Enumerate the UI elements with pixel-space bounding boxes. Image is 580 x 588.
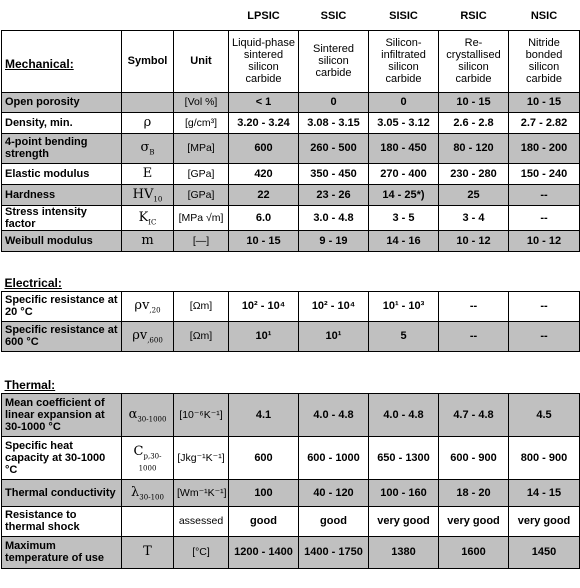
unit-cell: [°C]	[174, 536, 229, 568]
value-cell: 25	[439, 184, 509, 205]
description-line: silicon	[318, 55, 349, 67]
value-cell: 600	[229, 436, 299, 479]
unit-cell: [Jkg⁻¹K⁻¹]	[174, 436, 229, 479]
value-cell: 180 - 200	[509, 133, 580, 163]
value-cell: 6.0	[229, 205, 299, 230]
value-cell: 18 - 20	[439, 479, 509, 506]
description-line: silicon	[388, 61, 419, 73]
value-cell: good	[229, 506, 299, 536]
property-label: Weibull modulus	[2, 230, 122, 251]
symbol-cell: $\lambda_{30-100}$	[122, 479, 174, 506]
symbol-cell: ρ	[122, 112, 174, 133]
value-cell: 10¹ - 10³	[369, 291, 439, 321]
value-cell: 23 - 26	[299, 184, 369, 205]
value-cell: 80 - 120	[439, 133, 509, 163]
property-label: Hardness	[2, 184, 122, 205]
value-cell: 4.7 - 4.8	[439, 393, 509, 436]
symbol-cell: T	[122, 536, 174, 568]
value-cell: 600 - 900	[439, 436, 509, 479]
value-cell: very good	[439, 506, 509, 536]
unit-cell: [Ωm]	[174, 321, 229, 351]
symbol-cell: $\rho v_{,20}$	[122, 291, 174, 321]
value-cell: 9 - 19	[299, 230, 369, 251]
description-line: silicon	[248, 61, 279, 73]
column-description	[439, 30, 509, 92]
value-cell: 260 - 500	[299, 133, 369, 163]
symbol-cell: $C_{p,30-}$ $_{1000}$	[122, 436, 174, 479]
value-cell: 10 - 15	[229, 230, 299, 251]
description-line: silicon	[528, 61, 560, 73]
value-cell: 1380	[369, 536, 439, 568]
column-abbr: LPSIC	[247, 10, 280, 22]
value-cell: 10 - 12	[439, 230, 509, 251]
value-cell: 1600	[439, 536, 509, 568]
value-cell: --	[509, 184, 580, 205]
property-label: Specific heat capacity at 30-1000 °C	[2, 436, 122, 479]
value-cell: 14 - 16	[369, 230, 439, 251]
value-cell: 3 - 4	[439, 205, 509, 230]
description-line: carbide	[525, 73, 563, 85]
symbol-cell: $HV_{10}$	[122, 184, 174, 205]
value-cell: 14 - 25*)	[369, 184, 439, 205]
symbol-cell: $K_{IC}$	[122, 205, 174, 230]
description-line: carbide	[455, 73, 492, 85]
value-cell: 10 - 15	[439, 92, 509, 112]
description-line: crystallised	[446, 49, 501, 61]
value-cell: 5	[369, 321, 439, 351]
property-label: Thermal conductivity	[2, 479, 122, 506]
value-cell: 1450	[509, 536, 580, 568]
unit-cell: [Wm⁻¹K⁻¹]	[174, 479, 229, 506]
symbol-cell: $\sigma_B$	[122, 133, 174, 163]
description-line: Silicon-	[385, 37, 422, 49]
value-cell: 14 - 15	[509, 479, 580, 506]
value-cell: 40 - 120	[299, 479, 369, 506]
header-blank	[2, 0, 229, 30]
value-cell: 10 - 12	[509, 230, 580, 251]
value-cell: 1400 - 1750	[299, 536, 369, 568]
property-label: Specific resistance at 600 °C	[2, 321, 122, 351]
unit-cell: [GPa]	[174, 163, 229, 184]
value-cell: --	[509, 291, 580, 321]
value-cell: 100 - 160	[369, 479, 439, 506]
column-abbr: SISIC	[389, 10, 418, 22]
value-cell: 3.0 - 4.8	[299, 205, 369, 230]
description-line: sintered	[243, 49, 284, 61]
value-cell: 230 - 280	[439, 163, 509, 184]
value-cell: 600	[229, 133, 299, 163]
unit-cell: [10⁻⁶K⁻¹]	[174, 393, 229, 436]
value-cell: 10¹	[299, 321, 369, 351]
description-line: carbide	[245, 73, 282, 85]
value-cell: 180 - 450	[369, 133, 439, 163]
description-line: silicon	[458, 61, 489, 73]
symbol-cell: $\rho v_{,600}$	[122, 321, 174, 351]
value-cell: 4.1	[229, 393, 299, 436]
value-cell: very good	[369, 506, 439, 536]
description-line: Re-	[464, 37, 483, 49]
property-label: Open porosity	[2, 92, 122, 112]
value-cell: 420	[229, 163, 299, 184]
description-line: carbide	[385, 73, 422, 85]
property-label: Resistance to thermal shock	[2, 506, 122, 536]
value-cell: 2.7 - 2.82	[509, 112, 580, 133]
value-cell: 800 - 900	[509, 436, 580, 479]
value-cell: --	[509, 205, 580, 230]
value-cell: 4.5	[509, 393, 580, 436]
value-cell: 10² - 10⁴	[299, 291, 369, 321]
value-cell: 3.20 - 3.24	[229, 112, 299, 133]
unit-cell: [Ωm]	[174, 291, 229, 321]
value-cell: 10¹	[229, 321, 299, 351]
value-cell: --	[509, 321, 580, 351]
column-description	[229, 30, 299, 92]
description-line: bonded	[525, 49, 563, 61]
unit-cell: [GPa]	[174, 184, 229, 205]
property-label: Specific resistance at 20 °C	[2, 291, 122, 321]
description-line: infiltrated	[381, 49, 426, 61]
description-line: Liquid-phase	[232, 37, 295, 49]
unit-cell: [MPa]	[174, 133, 229, 163]
symbol-cell	[122, 506, 174, 536]
value-cell: 0	[369, 92, 439, 112]
property-label: Mean coefficient of linear expansion at 30-1000 °C	[2, 393, 122, 436]
value-cell: --	[439, 291, 509, 321]
value-cell: good	[299, 506, 369, 536]
description-line: Sintered	[313, 43, 354, 55]
value-cell: 3 - 5	[369, 205, 439, 230]
description-line: Nitride	[528, 37, 560, 49]
unit-header: Unit	[174, 30, 229, 92]
value-cell: very good	[509, 506, 580, 536]
value-cell: 10 - 15	[509, 92, 580, 112]
section-title-electrical: Electrical:	[4, 275, 62, 290]
property-label: Stress intensity factor	[2, 205, 122, 230]
column-abbr: RSIC	[460, 10, 487, 22]
value-cell: 10² - 10⁴	[229, 291, 299, 321]
symbol-cell: m	[122, 230, 174, 251]
value-cell: < 1	[229, 92, 299, 112]
property-label: Density, min.	[2, 112, 122, 133]
column-abbr: SSIC	[320, 10, 347, 22]
column-description	[369, 30, 439, 92]
value-cell: 1200 - 1400	[229, 536, 299, 568]
properties-table	[1, 0, 580, 569]
section-title-thermal: Thermal:	[4, 377, 56, 392]
property-label: 4-point bending strength	[2, 133, 122, 163]
value-cell: 100	[229, 479, 299, 506]
symbol-header: Symbol	[122, 30, 174, 92]
value-cell: 350 - 450	[299, 163, 369, 184]
value-cell: 22	[229, 184, 299, 205]
symbol-cell: $\alpha_{30-1000}$	[122, 393, 174, 436]
value-cell: --	[439, 321, 509, 351]
unit-cell: [MPa √m]	[174, 205, 229, 230]
symbol-cell	[122, 92, 174, 112]
unit-cell: [—]	[174, 230, 229, 251]
value-cell: 0	[299, 92, 369, 112]
unit-cell: assessed	[174, 506, 229, 536]
unit-cell: [g/cm³]	[174, 112, 229, 133]
value-cell: 150 - 240	[509, 163, 580, 184]
property-label: Elastic modulus	[2, 163, 122, 184]
column-description	[299, 30, 369, 92]
value-cell: 4.0 - 4.8	[369, 393, 439, 436]
column-description	[509, 30, 580, 92]
unit-cell: [Vol %]	[174, 92, 229, 112]
symbol-cell: E	[122, 163, 174, 184]
value-cell: 3.08 - 3.15	[299, 112, 369, 133]
description-line: carbide	[315, 67, 352, 79]
value-cell: 3.05 - 3.12	[369, 112, 439, 133]
value-cell: 270 - 400	[369, 163, 439, 184]
value-cell: 600 - 1000	[299, 436, 369, 479]
section-title-mechanical: Mechanical:	[2, 30, 122, 92]
column-abbr: NSIC	[530, 10, 558, 22]
value-cell: 4.0 - 4.8	[299, 393, 369, 436]
value-cell: 2.6 - 2.8	[439, 112, 509, 133]
property-label: Maximum temperature of use	[2, 536, 122, 568]
value-cell: 650 - 1300	[369, 436, 439, 479]
